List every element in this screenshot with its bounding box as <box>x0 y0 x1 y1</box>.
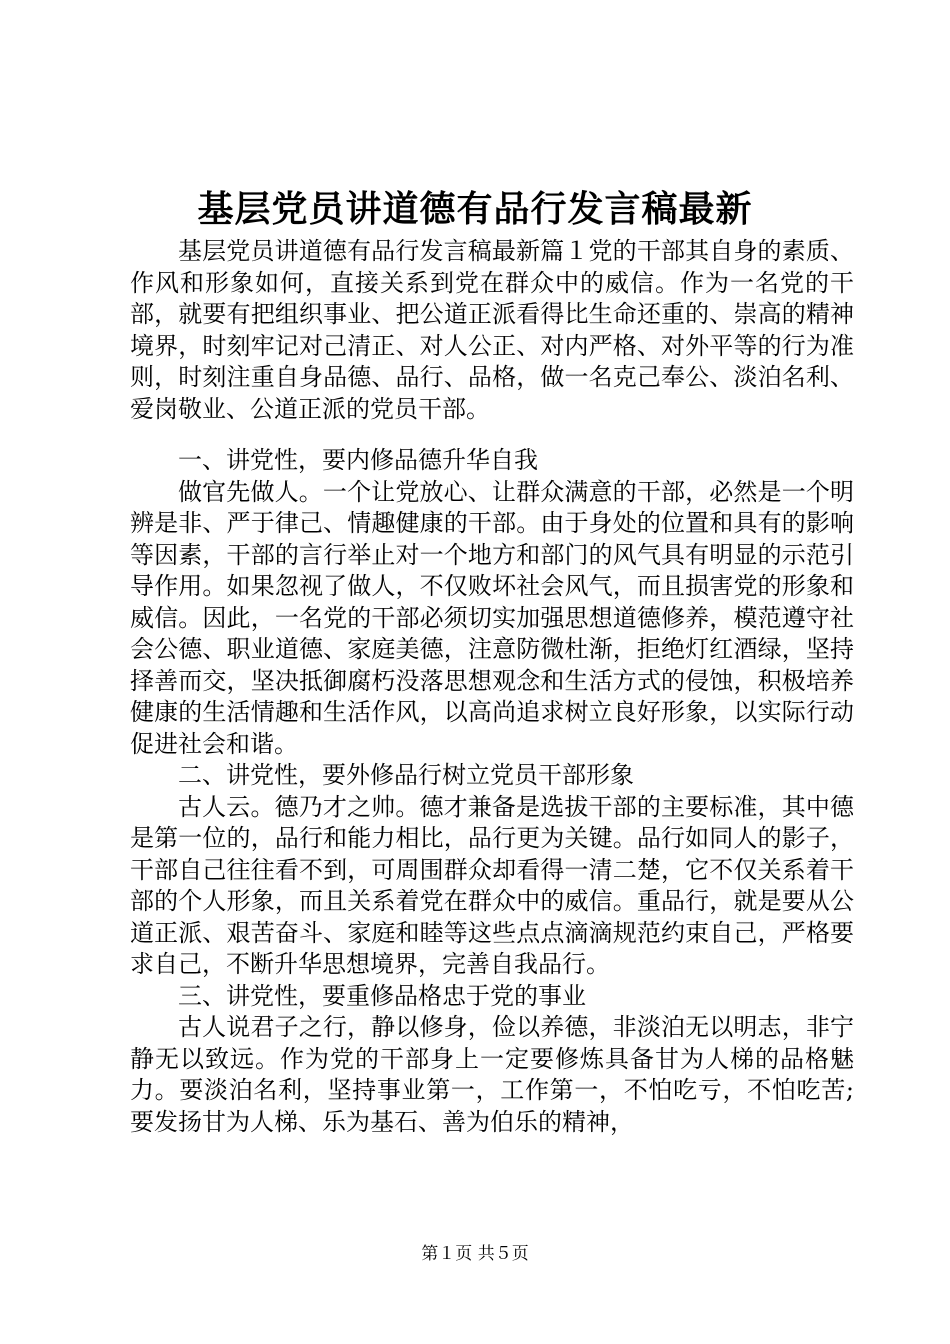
paragraph-section-2: 古人云。德乃才之帅。德才兼备是选拔干部的主要标准，其中德是第一位的，品行和能力相比，品行更为关键。品行如同人的影子，干部自己往往看不到，可周围群众却看得一清二楚，它不仅关系着干部的个人形象，而且关系着党在群众中的威信。重品行，就是要从公道正派、艰苦奋斗、家庭和睦等这些点点滴滴规范约束自己，严格要求自己，不断升华思想境界，完善自我品行。 <box>130 792 854 978</box>
document-title: 基层党员讲道德有品行发言稿最新 <box>197 188 753 230</box>
paragraph-section-1: 做官先做人。一个让党放心、让群众满意的干部，必然是一个明辨是非、严于律己、情趣健康的干部。由于身处的位置和具有的影响等因素，干部的言行举止对一个地方和部门的风气具有明显的示范引导作用。如果忽视了做人，不仅败坏社会风气，而且损害党的形象和威信。因此，一名党的干部必须切实加强思想道德修养，模范遵守社会公德、职业道德、家庭美德，注意防微杜渐，拒绝灯红酒绿，坚持择善而交，坚决抵御腐朽没落思想观念和生活方式的侵蚀，积极培养健康的生活情趣和生活作风，以高尚追求树立良好形象，以实际行动促进社会和谐。 <box>130 477 854 758</box>
section-heading-3: 三、讲党性，要重修品格忠于党的事业 <box>178 981 586 1010</box>
page-number-footer: 第１页 共５页 <box>421 1244 529 1264</box>
paragraph-intro: 基层党员讲道德有品行发言稿最新篇１党的干部其自身的素质、作风和形象如何，直接关系到党在群众中的威信。作为一名党的干部，就要有把组织事业、把公道正派看得比生命还重的、崇高的精神境界，时刻牢记对己清正、对人公正、对内严格、对外平等的行为准则，时刻注重自身品德、品行、品格，做一名克己奉公、淡泊名利、爱岗敬业、公道正派的党员干部。 <box>130 237 854 423</box>
section-heading-2: 二、讲党性，要外修品行树立党员干部形象 <box>178 761 634 789</box>
paragraph-section-3: 古人说君子之行，静以修身，俭以养德，非淡泊无以明志，非宁静无以致远。作为党的干部身上一定要修炼具备甘为人梯的品格魅力。要淡泊名利，坚持事业第一，工作第一，不怕吃亏，不怕吃苦;要发扬甘为人梯、乐为基石、善为伯乐的精神， <box>130 1013 854 1136</box>
document-body <box>130 236 854 1138</box>
section-heading-1: 一、讲党性，要内修品德升华自我 <box>178 446 538 474</box>
paragraph-spacer <box>130 425 854 445</box>
